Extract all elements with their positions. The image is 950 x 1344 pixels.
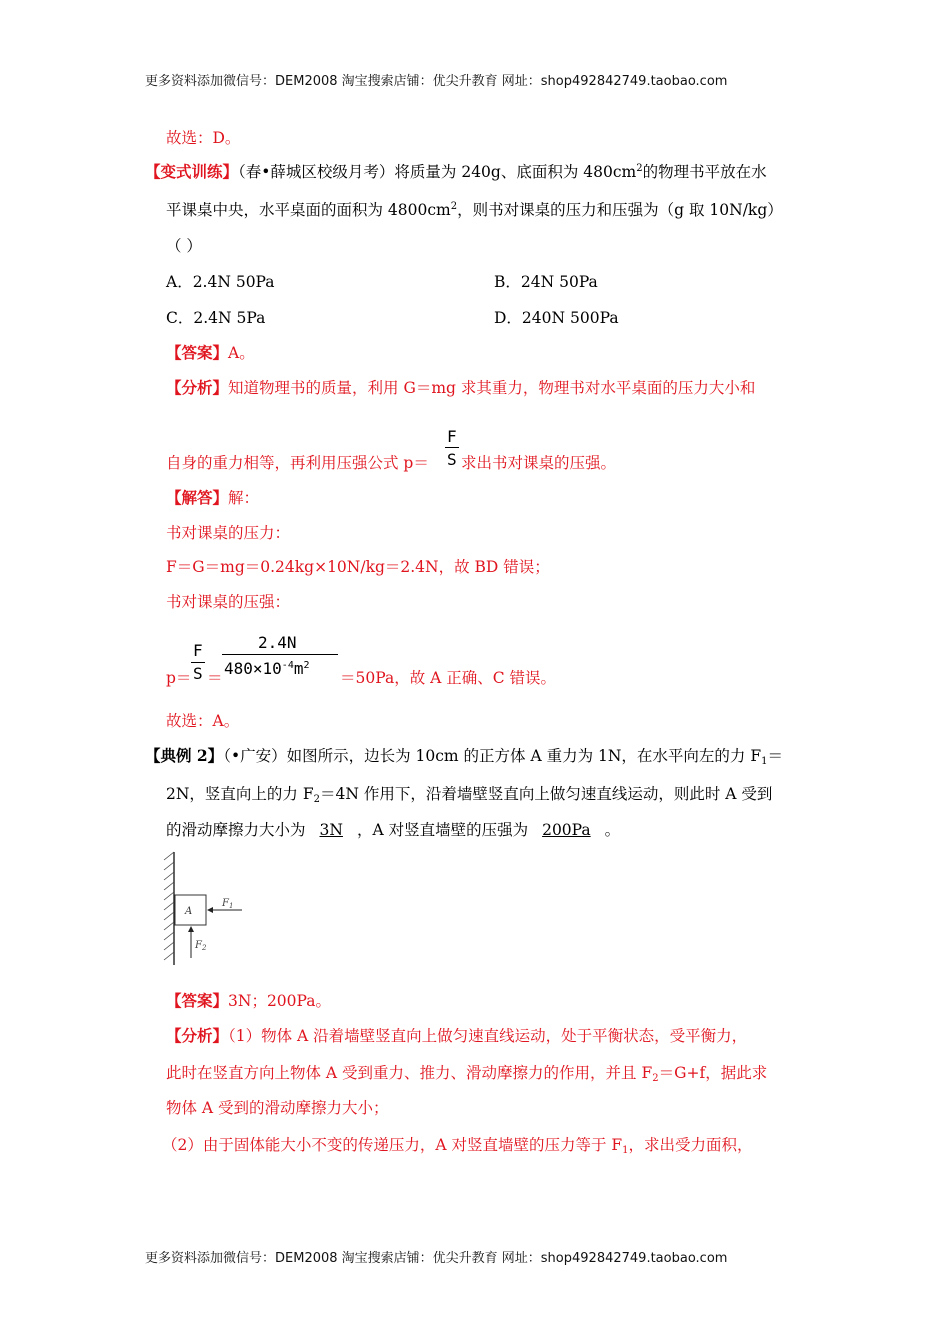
prev-choice: 故选：D。: [166, 129, 241, 147]
fraction-denominator-s: S: [447, 450, 457, 469]
variant-solution: 【解答】解：: [166, 488, 260, 507]
variant-analysis-line1: 【分析】知道物理书的质量，利用 G＝mg 求其重力，物理书对水平桌面的压力大小和: [166, 378, 756, 397]
f2-label: $F_2$: [195, 940, 207, 952]
cube-label: A: [185, 906, 193, 917]
pressure-result: ＝50Pa，故 A 正确、C 错误。: [340, 669, 557, 687]
pressure-big-num: 2.4N: [258, 633, 297, 652]
option-b: B．24N 50Pa: [494, 273, 598, 291]
f1-arrowhead: [207, 907, 213, 913]
variant-question-line2: 平课桌中央，水平桌面的面积为 $4800cm^2$，则书对课桌的压力和压强为（g 取 10N/kg）: [166, 201, 783, 219]
solution-line3: 书对课桌的压强：: [166, 593, 291, 611]
variant-choice: 故选：A。: [166, 712, 240, 730]
example2-answer: 【答案】3N；200Pa。: [166, 991, 331, 1010]
force-diagram: [160, 850, 260, 970]
pressure-eq1: ＝: [207, 669, 223, 687]
example2-line3: 的滑动摩擦力大小为 3N ，A 对竖直墙壁的压强为 200Pa 。: [166, 821, 621, 839]
example2-analysis-line3: 物体 A 受到的滑动摩擦力大小；: [166, 1099, 389, 1117]
option-a: A．2.4N 50Pa: [166, 273, 275, 291]
page-footer: 更多资料添加微信号：DEM2008 淘宝搜索店铺：优尖升教育 网址：shop492842749.taobao.com: [145, 1251, 728, 1266]
variant-label: 【变式训练】: [145, 162, 239, 181]
solution-line2: F＝G＝mg＝0.24kg×10N/kg＝2.4N，故 BD 错误；: [166, 558, 550, 576]
wall-hatching: [164, 852, 174, 960]
f1-label: $F_1$: [222, 898, 234, 910]
variant-analysis-line2a: 自身的重力相等，再利用压强公式 p＝: [166, 454, 429, 472]
example2-analysis-line1: 【分析】（1）物体 A 沿着墙壁竖直向上做匀速直线运动，处于平衡状态，受平衡力，: [166, 1026, 748, 1045]
variant-analysis-line2b: 求出书对课桌的压强。: [461, 454, 617, 472]
pressure-frac-bar: [191, 662, 205, 663]
option-d: D．240N 500Pa: [494, 309, 619, 327]
example2-line1: 【典例 2】（•广安）如图所示，边长为 10cm 的正方体 A 重力为 1N，在水平向左的力 $F_1=$: [145, 746, 784, 767]
option-c: C．2.4N 5Pa: [166, 309, 266, 327]
variant-question-line1: 【变式训练】（春•薛城区校级月考）将质量为 240g、底面积为 $480cm^2$的物理书平放在水: [145, 162, 767, 181]
f2-arrowhead: [188, 926, 194, 932]
blank-pressure: 200Pa: [542, 821, 591, 839]
example2-label: 【典例 2】: [145, 746, 224, 765]
example2-analysis-line4: （2）由于固体能大小不变的传递压力，A 对竖直墙壁的压力等于 $F_1$，求出受力面积，: [162, 1136, 753, 1156]
pressure-big-bar: [222, 654, 338, 655]
solution-line1: 书对课桌的压力：: [166, 524, 291, 542]
blank-friction: 3N: [319, 821, 343, 839]
pressure-frac-den: S: [193, 664, 203, 683]
example2-analysis-line2: 此时在竖直方向上物体 A 受到重力、推力、滑动摩擦力的作用，并且 $F_2=G+f$，据此求: [166, 1064, 768, 1084]
fraction-bar: [445, 447, 459, 448]
fraction-numerator-f: F: [447, 427, 457, 446]
pressure-p-eq: p＝: [166, 669, 192, 687]
variant-answer: 【答案】A。: [166, 343, 255, 362]
example2-line2: 2N，竖直向上的力 $F_2=4N$ 作用下，沿着墙壁竖直向上做匀速直线运动，则此时 A 受到: [166, 785, 773, 805]
pressure-big-den: $480\times 10^{-4}m^2$: [224, 659, 310, 678]
page-header: 更多资料添加微信号：DEM2008 淘宝搜索店铺：优尖升教育 网址：shop492842749.taobao.com: [145, 74, 728, 89]
pressure-frac-num: F: [193, 641, 203, 660]
variant-question-line3: （ ）: [166, 237, 202, 255]
